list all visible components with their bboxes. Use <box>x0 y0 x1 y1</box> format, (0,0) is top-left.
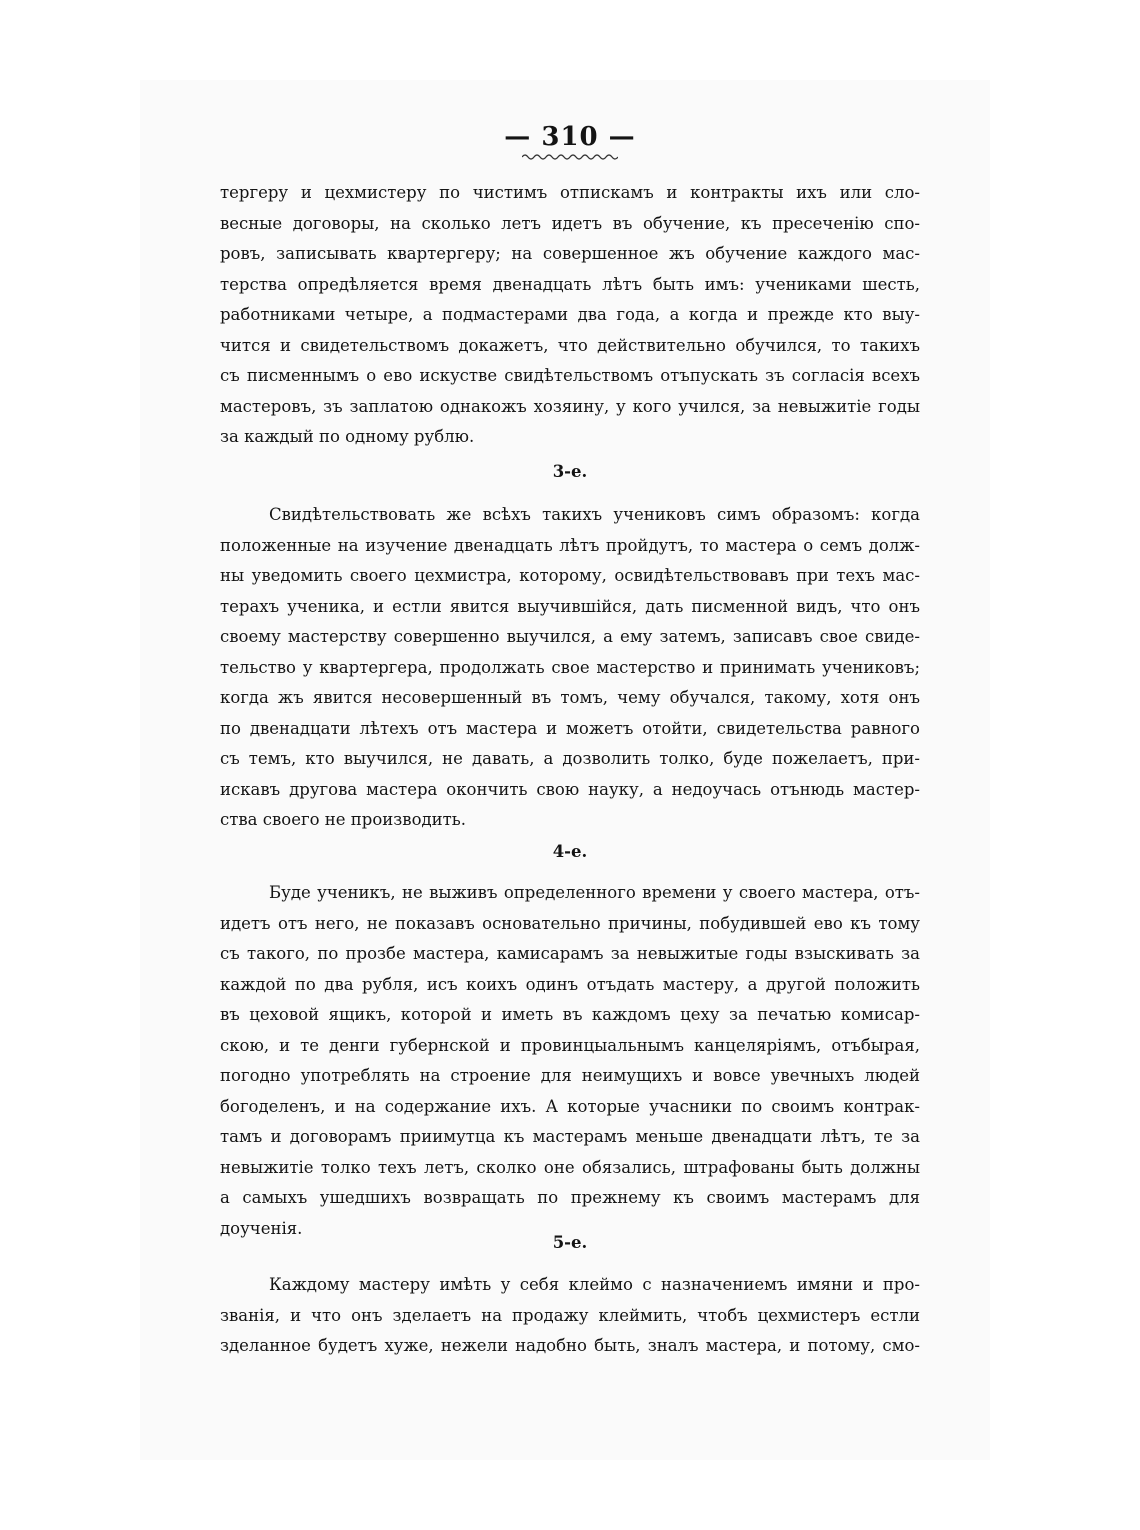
text-line: идетъ отъ него, не показавъ основательно причины, побудившей ево къ тому <box>220 913 920 933</box>
text-line: чится и свидетельствомъ докажетъ, что действительно обучился, то такихъ <box>220 335 920 355</box>
text-line: Буде ученикъ, не выживъ определенного времени у своего мастера, отъ- <box>269 883 920 902</box>
text-line: зделанное будетъ хуже, нежели надобно быть, зналъ мастера, и потому, смо- <box>220 1336 920 1355</box>
text-line: Свидѣтельствовать же всѣхъ такихъ учениковъ симъ образомъ: когда <box>269 505 920 524</box>
text-line: богоделенъ, и на содержание ихъ. А которые учасники по своимъ контрак- <box>220 1096 920 1116</box>
text-line: каждой по два рубля, исъ коихъ одинъ отъдать мастеру, а другой положить <box>220 974 920 994</box>
text-line: своему мастерству совершенно выучился, а ему затемъ, записавъ свое свиде- <box>220 627 920 646</box>
text-line: весные договоры, на сколько летъ идетъ въ обучение, къ пресеченію спо- <box>220 213 920 233</box>
text-line: тамъ и договорамъ приимутца къ мастерамъ меньше двенадцати лѣтъ, те за <box>220 1127 920 1146</box>
paragraph-continuation <box>220 178 920 453</box>
text-line: невыжитіе толко техъ летъ, сколко оне обязались, штрафованы быть должны <box>220 1157 920 1177</box>
text-line: доученія. <box>220 1218 303 1238</box>
text-line: положенные на изучение двенадцать лѣтъ пройдутъ, то мастера о семъ долж- <box>220 535 920 555</box>
text-line: а самыхъ ушедшихъ возвращать по прежнему къ своимъ мастерамъ для <box>220 1188 920 1207</box>
section-heading-5: 5-е. <box>552 1233 588 1252</box>
text-line: съ писменнымъ о ево искустве свидѣтельствомъ отъпускать зъ согласія всехъ <box>220 366 920 385</box>
text-line: званія, и что онъ зделаетъ на продажу клеймить, чтобъ цехмистеръ естли <box>220 1305 920 1325</box>
text-line: за каждый по одному рублю. <box>220 427 475 446</box>
text-line: мастеровъ, зъ заплатою однакожъ хозяину, у кого учился, за невыжитіе годы <box>220 396 920 416</box>
text-line: съ такого, по прозбе мастера, камисарамъ за невыжитые годы взыскивать за <box>220 944 920 963</box>
paragraph-section-4 <box>220 878 920 1244</box>
text-line: съ темъ, кто выучился, не давать, а дозволить толко, буде пожелаетъ, при- <box>220 749 920 768</box>
text-line: по двенадцати лѣтехъ отъ мастера и можетъ отойти, свидетельства равного <box>220 718 920 738</box>
text-line: тельство у квартергера, продолжать свое мастерство и принимать учениковъ; <box>220 657 920 677</box>
text-line: Каждому мастеру имѣть у себя клеймо с назначениемъ имяни и про- <box>269 1275 920 1294</box>
text-line: скою, и те денги губернской и провинцыальнымъ канцеляріямъ, отъбырая, <box>220 1035 920 1055</box>
text-line: терахъ ученика, и естли явится выучившійся, дать писменной видъ, что онъ <box>220 596 920 616</box>
section-heading-4: 4-е. <box>552 842 588 861</box>
text-line: тергеру и цехмистеру по чистимъ отпискамъ и контракты ихъ или сло- <box>220 183 920 202</box>
text-line: когда жъ явится несовершенный въ томъ, чему обучался, такому, хотя онъ <box>220 688 920 707</box>
text-line: ровъ, записывать квартергеру; на совершенное жъ обучение каждого мас- <box>220 244 920 263</box>
text-line: ства своего не производить. <box>220 810 467 829</box>
paragraph-section-5 <box>220 1270 920 1362</box>
text-line: работниками четыре, а подмастерами два года, а когда и прежде кто выу- <box>220 305 920 324</box>
text-line: погодно употреблять на строение для неимущихъ и вовсе увечныхъ людей <box>220 1066 920 1085</box>
paragraph-section-3 <box>220 500 920 836</box>
text-line: въ цеховой ящикъ, которой и иметь въ каждомъ цеху за печатью комисар- <box>220 1005 920 1024</box>
text-line: искавъ другова мастера окончить свою науку, а недоучась отънюдь мастер- <box>220 779 920 799</box>
text-line: ны уведомить своего цехмистра, которому, освидѣтельствовавъ при техъ мас- <box>220 566 920 585</box>
section-heading-3: 3-е. <box>552 462 588 481</box>
page-number: — 310 — <box>504 122 636 152</box>
wavy-underline <box>522 153 618 161</box>
text-line: терства опредѣляется время двенадцать лѣтъ быть имъ: учениками шесть, <box>220 274 920 294</box>
